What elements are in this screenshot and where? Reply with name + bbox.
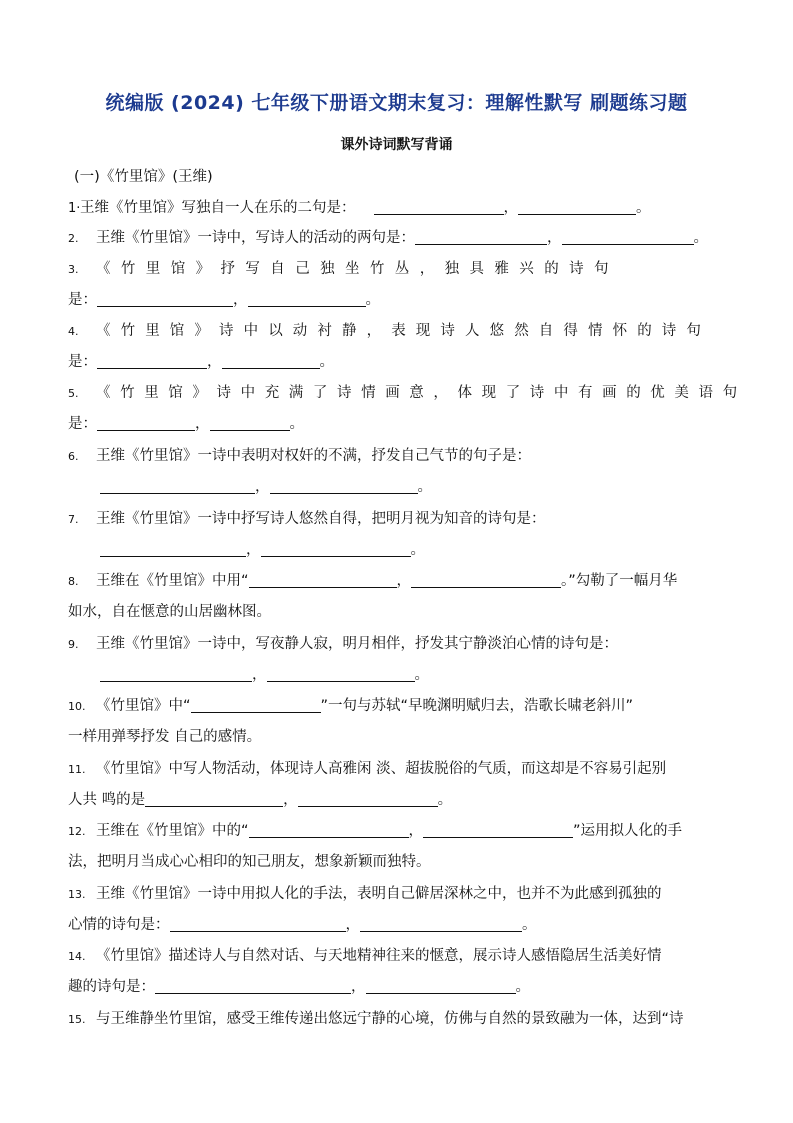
answer-blank[interactable]: [411, 571, 561, 588]
question-6: 6. 王维《竹里馆》一诗中表明对权奸的不满，抒发自己气节的句子是：: [68, 448, 531, 464]
question-2: 2. 王维《竹里馆》一诗中，写诗人的活动的两句是： ， 。: [68, 230, 708, 246]
question-13-cont: 心情的诗句是： ， 。: [68, 917, 537, 933]
answer-blank[interactable]: [249, 571, 397, 588]
question-5-cont: 是： ， 。: [68, 416, 304, 432]
answer-blank[interactable]: [97, 414, 195, 431]
answer-blank[interactable]: [145, 790, 283, 807]
page-subtitle: 课外诗词默写背诵: [340, 137, 453, 153]
question-7: 7. 王维《竹里馆》一诗中抒写诗人悠然自得，把明月视为知音的诗句是：: [68, 511, 546, 527]
answer-blank[interactable]: [170, 915, 346, 932]
answer-blank[interactable]: [360, 915, 522, 932]
answer-blank[interactable]: [270, 477, 418, 494]
answer-blank[interactable]: [100, 540, 246, 557]
answer-blank[interactable]: [261, 540, 411, 557]
question-4-cont: 是： ， 。: [68, 354, 334, 370]
answer-blank[interactable]: [248, 290, 366, 307]
page-title: 统编版 (2024) 七年级下册语文期末复习：理解性默写 刷题练习题: [105, 92, 688, 114]
question-10: 10. 《竹里馆》中“ ”一句与苏轼“早晚渊明赋归去，浩歌长啸老斜川”: [68, 698, 634, 714]
answer-blank[interactable]: [97, 290, 233, 307]
section-heading: (一)《竹里馆》(王维): [74, 169, 213, 185]
question-10-cont: 一样用弹琴抒发 自己的感情。: [68, 729, 262, 745]
question-14-cont: 趣的诗句是： ， 。: [68, 979, 530, 995]
question-9-cont: ， 。: [100, 664, 429, 686]
question-7-cont: ， 。: [100, 539, 425, 561]
question-13: 13. 王维《竹里馆》一诗中用拟人化的手法，表明自己僻居深林之中，也并不为此感到孤独的: [68, 886, 662, 902]
question-1: 1·王维《竹里馆》写独自一人在乐的二句是： ， 。: [68, 200, 651, 216]
answer-blank[interactable]: [100, 665, 252, 682]
question-3: 3. 《竹里馆》抒写自己独坐竹丛，独具雅兴的诗句: [68, 261, 619, 277]
answer-blank[interactable]: [191, 696, 321, 713]
question-4: 4. 《竹里馆》诗中以动衬静，表现诗人悠然自得情怀的诗句: [68, 323, 711, 339]
answer-blank[interactable]: [518, 198, 636, 215]
question-12: 12. 王维在《竹里馆》中的“ ， ”运用拟人化的手: [68, 823, 683, 839]
answer-blank[interactable]: [100, 477, 255, 494]
question-8-cont: 如水，自在惬意的山居幽林图。: [68, 604, 271, 620]
question-5: 5. 《竹里馆》诗中充满了诗情画意，体现了诗中有画的优美语句: [68, 385, 747, 401]
question-9: 9. 王维《竹里馆》一诗中，写夜静人寂，明月相伴，抒发其宁静淡泊心情的诗句是：: [68, 636, 618, 652]
question-8: 8. 王维在《竹里馆》中用“ ， 。”勾勒了一幅月华: [68, 573, 678, 589]
question-15: 15. 与王维静坐竹里馆，感受王维传递出悠远宁静的心境，仿佛与自然的景致融为一体，达到“诗: [68, 1011, 684, 1027]
answer-blank[interactable]: [210, 414, 290, 431]
question-3-cont: 是： ， 。: [68, 292, 380, 308]
answer-blank[interactable]: [423, 821, 573, 838]
answer-blank[interactable]: [562, 228, 694, 245]
answer-blank[interactable]: [366, 977, 516, 994]
answer-blank[interactable]: [97, 352, 207, 369]
question-11-cont: 人共 鸣的是 ， 。: [68, 792, 453, 808]
question-14: 14. 《竹里馆》描述诗人与自然对话、与天地精神往来的惬意，展示诗人感悟隐居生活美好情: [68, 948, 662, 964]
answer-blank[interactable]: [249, 821, 409, 838]
question-12-cont: 法，把明月当成心心相印的知己朋友，想象新颖而独特。: [68, 854, 431, 870]
answer-blank[interactable]: [155, 977, 351, 994]
question-11: 11. 《竹里馆》中写人物活动，体现诗人高雅闲 淡、超拔脱俗的气质，而这却是不容易引起别: [68, 761, 667, 777]
answer-blank[interactable]: [374, 198, 504, 215]
question-6-cont: ， 。: [100, 476, 432, 498]
answer-blank[interactable]: [267, 665, 415, 682]
answer-blank[interactable]: [222, 352, 320, 369]
answer-blank[interactable]: [415, 228, 547, 245]
answer-blank[interactable]: [298, 790, 438, 807]
